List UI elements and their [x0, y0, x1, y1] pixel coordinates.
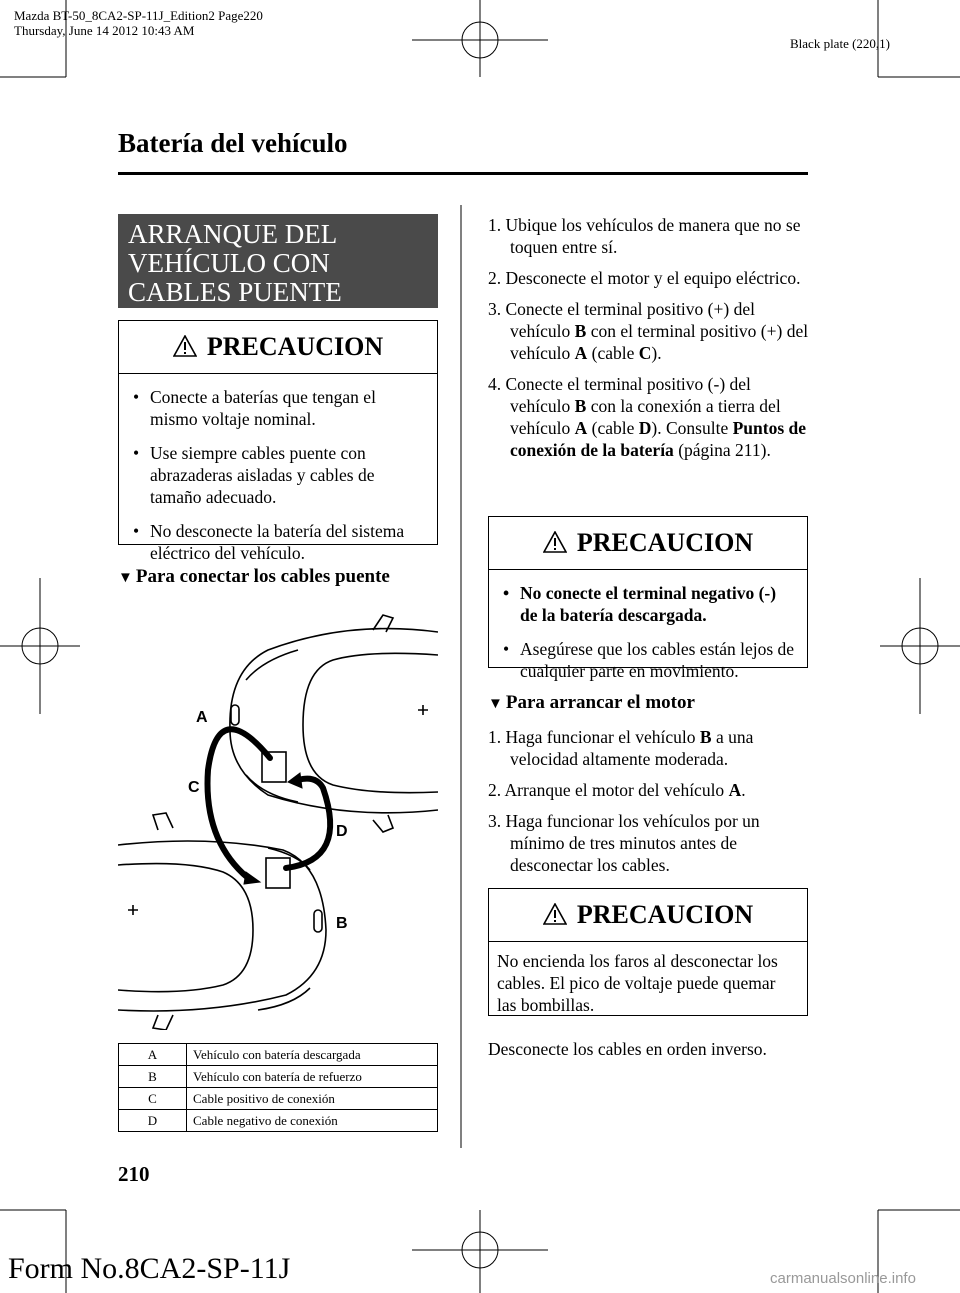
closing-text: Desconecte los cables en orden inverso. [488, 1039, 767, 1059]
caution-text: No encienda los faros al desconectar los cables. El pico de voltaje puede quemar las bombillas. [497, 951, 778, 1015]
legend-row [119, 1066, 438, 1088]
step-3: 3. Conecte el terminal positivo (+) del vehículo B con el terminal positivo (+) del vehículo A (cable C). [488, 299, 809, 363]
start-step-1: 1. Haga funcionar el vehículo B a una velocidad altamente moderada. [488, 727, 754, 769]
plate-line-1: Mazda BT-50_8CA2-SP-11J_Edition2 Page220 [14, 8, 263, 23]
section-title: Batería del vehículo [118, 128, 348, 158]
legend-key: D [119, 1110, 187, 1132]
caution-item: • No conecte el terminal negativo (-) de la batería descargada. [503, 582, 795, 626]
form-number: Form No.8CA2-SP-11J [8, 1252, 291, 1285]
start-step-2: 2. Arranque el motor del vehículo A. [488, 780, 746, 800]
caution-item: • No desconecte la batería del sistema eléctrico del vehículo. [133, 520, 425, 564]
subhead-start [488, 692, 808, 714]
down-arrow-icon: ▼ [118, 570, 133, 586]
banner-line-3: CABLES PUENTE [128, 277, 342, 307]
caution-item: • Use siempre cables puente con abrazaderas aisladas y cables de tamaño adecuado. [133, 442, 425, 508]
legend-row [119, 1044, 438, 1066]
caution-title: PRECAUCION [206, 332, 384, 361]
subhead-start-text: Para arrancar el motor [505, 692, 695, 713]
chapter-banner [118, 214, 438, 308]
banner-line-2: VEHÍCULO CON [128, 248, 330, 278]
caution-header [489, 889, 807, 942]
jump-start-diagram [118, 610, 438, 1030]
legend-key: C [119, 1088, 187, 1110]
subhead-connect [118, 566, 458, 588]
legend-value: Vehículo con batería descargada [187, 1044, 438, 1066]
legend-row [119, 1110, 438, 1132]
caution-title: PRECAUCION [576, 900, 754, 929]
page-number: 210 [118, 1162, 150, 1186]
caution-header [489, 517, 807, 570]
connect-steps [488, 214, 810, 461]
diagram-label-a: A [196, 709, 208, 726]
caution-box-3 [488, 888, 808, 1016]
legend-value: Vehículo con batería de refuerzo [187, 1066, 438, 1088]
start-step-3: 3. Haga funcionar los vehículos por un mínimo de tres minutos antes de desconectar los cables. [488, 811, 760, 875]
warning-triangle-icon [173, 323, 197, 375]
warning-triangle-icon [543, 519, 567, 571]
plate-info-left [14, 8, 344, 38]
caution-header [119, 321, 437, 374]
start-steps [488, 726, 810, 876]
plate-line-2: Thursday, June 14 2012 10:43 AM [14, 23, 195, 38]
diagram-label-c: C [188, 779, 200, 796]
section-rule [118, 172, 808, 175]
legend-value: Cable positivo de conexión [187, 1088, 438, 1110]
legend-table [118, 1043, 438, 1132]
step-4: 4. Conecte el terminal positivo (-) del vehículo B con la conexión a tierra del vehículo A (cable D). Consulte Puntos de conexión de la batería (página 211). [488, 374, 807, 460]
down-arrow-icon: ▼ [488, 696, 503, 712]
legend-key: A [119, 1044, 187, 1066]
legend-value: Cable negativo de conexión [187, 1110, 438, 1132]
diagram-label-d: D [336, 823, 348, 840]
caution-title: PRECAUCION [576, 528, 754, 557]
watermark: carmanualsonline.info [770, 1270, 916, 1287]
caution-item: • Asegúrese que los cables están lejos de cualquier parte en movimiento. [503, 638, 795, 682]
caution-item: • Conecte a baterías que tengan el mismo voltaje nominal. [133, 386, 425, 430]
diagram-label-b: B [336, 915, 348, 932]
step-2: 2. Desconecte el motor y el equipo eléctrico. [488, 268, 801, 288]
caution-box-1 [118, 320, 438, 563]
legend-row [119, 1088, 438, 1110]
subhead-connect-text: Para conectar los cables puente [135, 566, 390, 587]
step-1: 1. Ubique los vehículos de manera que no se toquen entre sí. [488, 215, 801, 257]
warning-triangle-icon [543, 891, 567, 943]
banner-line-1: ARRANQUE DEL [128, 219, 338, 249]
plate-info-right: Black plate (220,1) [790, 36, 890, 51]
caution-box-2 [488, 516, 808, 681]
legend-key: B [119, 1066, 187, 1088]
